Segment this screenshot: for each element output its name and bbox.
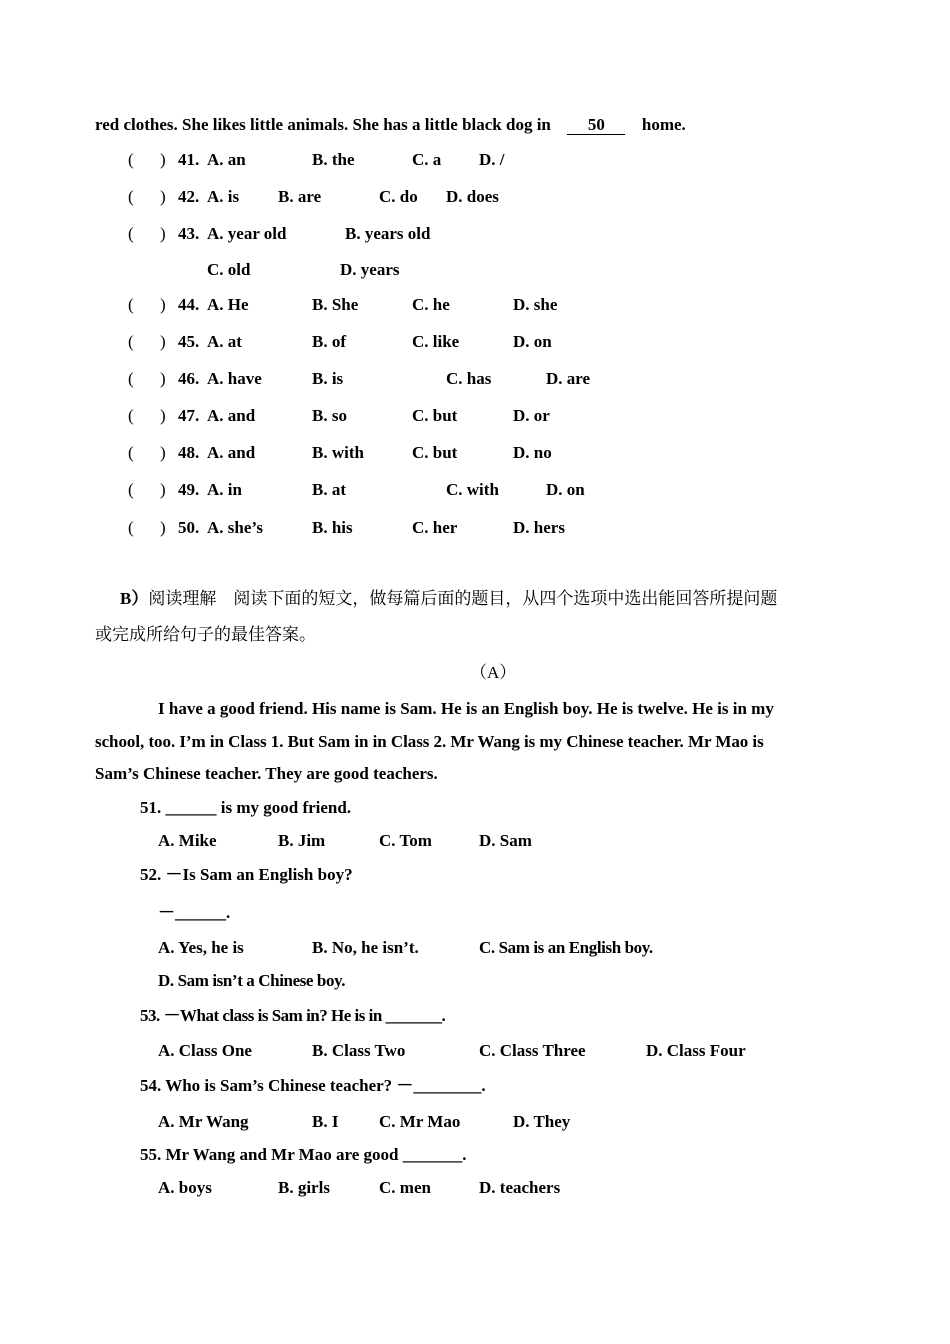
option-b: B. at (312, 480, 346, 499)
question-number: 46. (178, 369, 200, 388)
option-c: C. he (412, 295, 450, 314)
option-a: A. He (207, 295, 249, 314)
option-b: B. years old (345, 224, 431, 243)
answer-paren-close: ) (160, 369, 166, 388)
section-b-label: B） (120, 589, 149, 608)
question-stem: 52. －Is Sam an English boy? (140, 865, 353, 884)
option-a: A. Class One (158, 1041, 252, 1060)
option-b: B. of (312, 332, 346, 351)
option-c: C. a (412, 150, 442, 169)
option-d: D. Sam (479, 831, 532, 850)
question-number: 49. (178, 480, 200, 499)
option-b: B. the (312, 150, 355, 169)
question-number: 43. (178, 224, 200, 243)
option-a: A. is (207, 187, 240, 206)
question-number: 50. (178, 518, 200, 537)
question-51-stem (140, 797, 351, 819)
option-b: B. so (312, 406, 347, 425)
cloze-blank-50: 50 (567, 116, 625, 135)
passage-a-text-3: Sam’s Chinese teacher. They are good teachers. (95, 764, 438, 783)
answer-paren-open: ( (128, 150, 134, 169)
option-c: C. men (379, 1178, 431, 1197)
option-d: D. are (546, 369, 591, 388)
option-b: B. Class Two (312, 1041, 406, 1060)
option-d: D. does (446, 187, 499, 206)
option-c: C. old (207, 260, 251, 279)
answer-paren-open: ( (128, 187, 134, 206)
option-d: D. teachers (479, 1178, 561, 1197)
option-c: C. Class Three (479, 1041, 586, 1060)
option-d: D. They (513, 1112, 571, 1131)
question-number: 41. (178, 150, 200, 169)
answer-paren-close: ) (160, 406, 166, 425)
passage-a-label-text: （A） (470, 663, 517, 682)
option-c: C. with (446, 480, 499, 499)
passage-a-line-3 (95, 763, 438, 785)
question-54-stem (140, 1075, 486, 1097)
question-number: 48. (178, 443, 200, 462)
answer-paren-open: ( (128, 443, 134, 462)
passage-end-line (95, 114, 686, 136)
question-stem: 55. Mr Wang and Mr Mao are good _______. (140, 1145, 467, 1164)
answer-paren-close: ) (160, 187, 166, 206)
answer-paren-close: ) (160, 295, 166, 314)
option-d: D. on (513, 332, 552, 351)
passage-a-line-2 (95, 731, 764, 753)
question-stem: 54. Who is Sam’s Chinese teacher? －________. (140, 1076, 486, 1095)
question-number: 45. (178, 332, 200, 351)
option-c: C. Tom (379, 831, 432, 850)
question-number: 44. (178, 295, 200, 314)
answer-paren-close: ) (160, 150, 166, 169)
option-a: A. boys (158, 1178, 212, 1197)
option-a: A. she’s (207, 518, 264, 537)
question-52-options-cont (158, 970, 345, 992)
question-stem: 51. ______ is my good friend. (140, 798, 352, 817)
option-b: B. his (312, 518, 353, 537)
answer-blank: －______. (158, 903, 231, 922)
option-a: A. Mr Wang (158, 1112, 249, 1131)
question-52-stem (140, 864, 353, 886)
option-a: A. in (207, 480, 242, 499)
option-d: D. or (513, 406, 550, 425)
option-a: A. year old (207, 224, 287, 243)
question-number: 47. (178, 406, 200, 425)
option-b: B. No, he isn’t. (312, 938, 419, 957)
option-d: D. no (513, 443, 552, 462)
option-b: B. Jim (278, 831, 326, 850)
option-c: C. her (412, 518, 458, 537)
option-c: C. like (412, 332, 460, 351)
option-d: D. / (479, 150, 505, 169)
option-b: B. is (312, 369, 344, 388)
option-d: D. Sam isn’t a Chinese boy. (158, 971, 346, 990)
answer-paren-open: ( (128, 295, 134, 314)
answer-paren-close: ) (160, 332, 166, 351)
option-c: C. but (412, 443, 458, 462)
passage-a-text-1: I have a good friend. His name is Sam. He is an English boy. He is twelve. He is in my (158, 699, 774, 718)
section-b-instructions-cont (95, 624, 316, 646)
question-52-answer-line (158, 902, 230, 924)
option-c: C. do (379, 187, 418, 206)
answer-paren-close: ) (160, 224, 166, 243)
option-a: A. have (207, 369, 262, 388)
option-b: B. I (312, 1112, 339, 1131)
section-b-instructions-line2: 或完成所给句子的最佳答案。 (95, 625, 316, 644)
passage-a-label (470, 662, 516, 684)
answer-paren-open: ( (128, 518, 134, 537)
option-a: A. Yes, he is (158, 938, 244, 957)
option-d: D. she (513, 295, 558, 314)
option-b: B. girls (278, 1178, 330, 1197)
option-a: A. an (207, 150, 246, 169)
answer-paren-open: ( (128, 406, 134, 425)
passage-end-text: red clothes. She likes little animals. She has a little black dog in (95, 115, 551, 134)
option-b: B. are (278, 187, 322, 206)
option-b: B. She (312, 295, 359, 314)
option-c: C. Mr Mao (379, 1112, 461, 1131)
answer-paren-open: ( (128, 369, 134, 388)
passage-a-line-1 (158, 698, 774, 720)
section-b-instructions-line1: 阅读理解 阅读下面的短文，做每篇后面的题目，从四个选项中选出能回答所提问题 (148, 589, 778, 608)
option-d: D. hers (513, 518, 565, 537)
question-stem: 53. －What class is Sam in? He is in _______. (140, 1006, 446, 1025)
section-b-instructions (120, 588, 777, 610)
answer-paren-open: ( (128, 332, 134, 351)
option-c: C. Sam is an English boy. (479, 938, 653, 957)
answer-paren-open: ( (128, 480, 134, 499)
option-c: C. has (446, 369, 492, 388)
question-53-stem (140, 1005, 445, 1027)
option-a: A. and (207, 443, 256, 462)
passage-a-text-2: school, too. I’m in Class 1. But Sam in in Class 2. Mr Wang is my Chinese teacher. Mr Mao is (95, 732, 764, 751)
passage-end-text-after: home. (641, 115, 686, 134)
option-a: A. Mike (158, 831, 217, 850)
answer-paren-close: ) (160, 480, 166, 499)
option-b: B. with (312, 443, 364, 462)
question-number: 42. (178, 187, 200, 206)
option-a: A. at (207, 332, 242, 351)
answer-paren-close: ) (160, 518, 166, 537)
option-d: D. Class Four (646, 1041, 746, 1060)
option-c: C. but (412, 406, 458, 425)
answer-paren-open: ( (128, 224, 134, 243)
option-a: A. and (207, 406, 256, 425)
option-d: D. on (546, 480, 585, 499)
question-55-stem (140, 1144, 466, 1166)
answer-paren-close: ) (160, 443, 166, 462)
option-d: D. years (340, 260, 400, 279)
